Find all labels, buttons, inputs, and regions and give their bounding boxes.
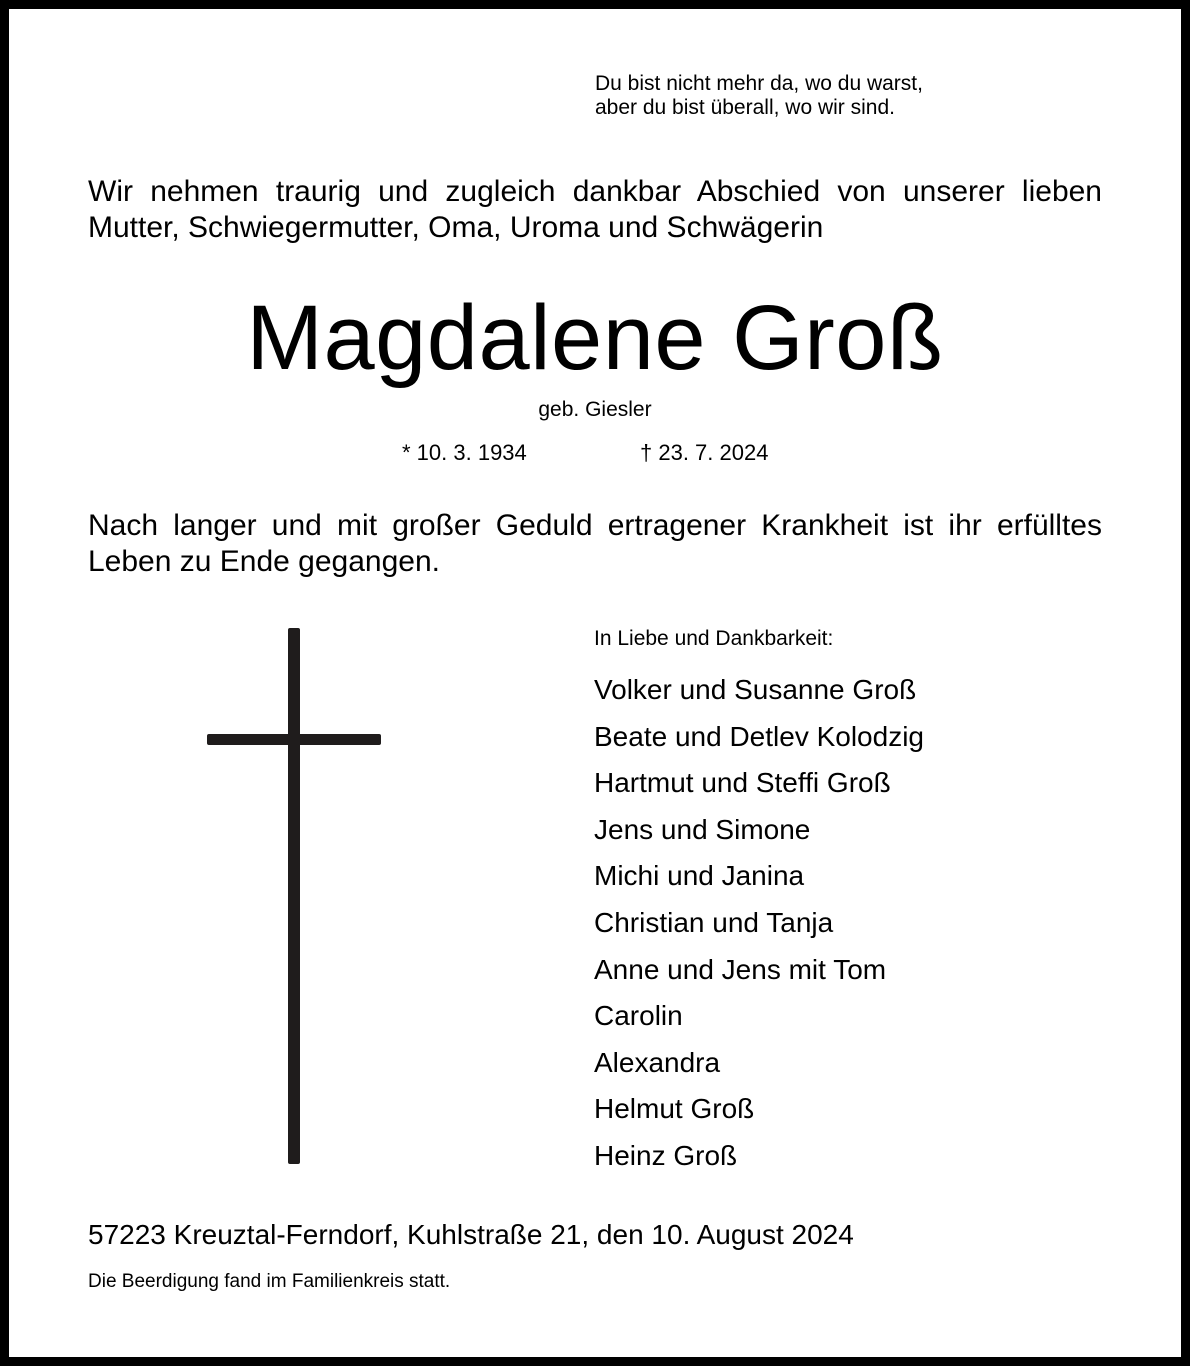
mourner-name: Helmut Groß (594, 1093, 755, 1125)
cross-vertical-beam (288, 628, 300, 1164)
mourners-heading: In Liebe und Dankbarkeit: (594, 627, 834, 650)
birth-name: geb. Giesler (538, 398, 652, 421)
mourner-name: Hartmut und Steffi Groß (594, 767, 891, 799)
mourner-name: Volker und Susanne Groß (594, 674, 917, 705)
cross-horizontal-beam (207, 734, 381, 745)
mourners-list (594, 667, 924, 1180)
deceased-name: Magdalene Groß (246, 287, 944, 389)
mourner-name: Carolin (594, 1000, 683, 1032)
mourner-name: Heinz Groß (594, 1139, 738, 1171)
intro-text: Wir nehmen traurig und zugleich dankbar Abschied von unserer lieben Mutter, Schwiegermutter, Oma, Uroma und Schwägerin (88, 175, 1102, 244)
mourner-name: Christian und Tanja (594, 906, 834, 938)
birth-date: * 10. 3. 1934 (402, 440, 527, 465)
mourner-name: Michi und Janina (594, 860, 805, 892)
cross-icon (205, 628, 385, 1168)
mourner-name: Anne und Jens mit Tom (594, 953, 887, 985)
illness-text: Nach langer und mit großer Geduld ertragener Krankheit ist ihr erfülltes Leben zu Ende gegangen. (88, 509, 1102, 578)
mourner-name: Beate und Detlev Kolodzig (594, 720, 924, 752)
quote-line-1: Du bist nicht mehr da, wo du warst, (595, 72, 923, 95)
quote-line-2: aber du bist überall, wo wir sind. (595, 96, 895, 119)
mourner-name: Alexandra (594, 1046, 721, 1078)
mourner-name: Jens und Simone (594, 813, 811, 845)
funeral-note: Die Beerdigung fand im Familienkreis statt. (88, 1271, 451, 1292)
address-line: 57223 Kreuztal-Ferndorf, Kuhlstraße 21, den 10. August 2024 (88, 1219, 854, 1250)
death-date: † 23. 7. 2024 (640, 440, 769, 465)
quote (595, 72, 923, 120)
